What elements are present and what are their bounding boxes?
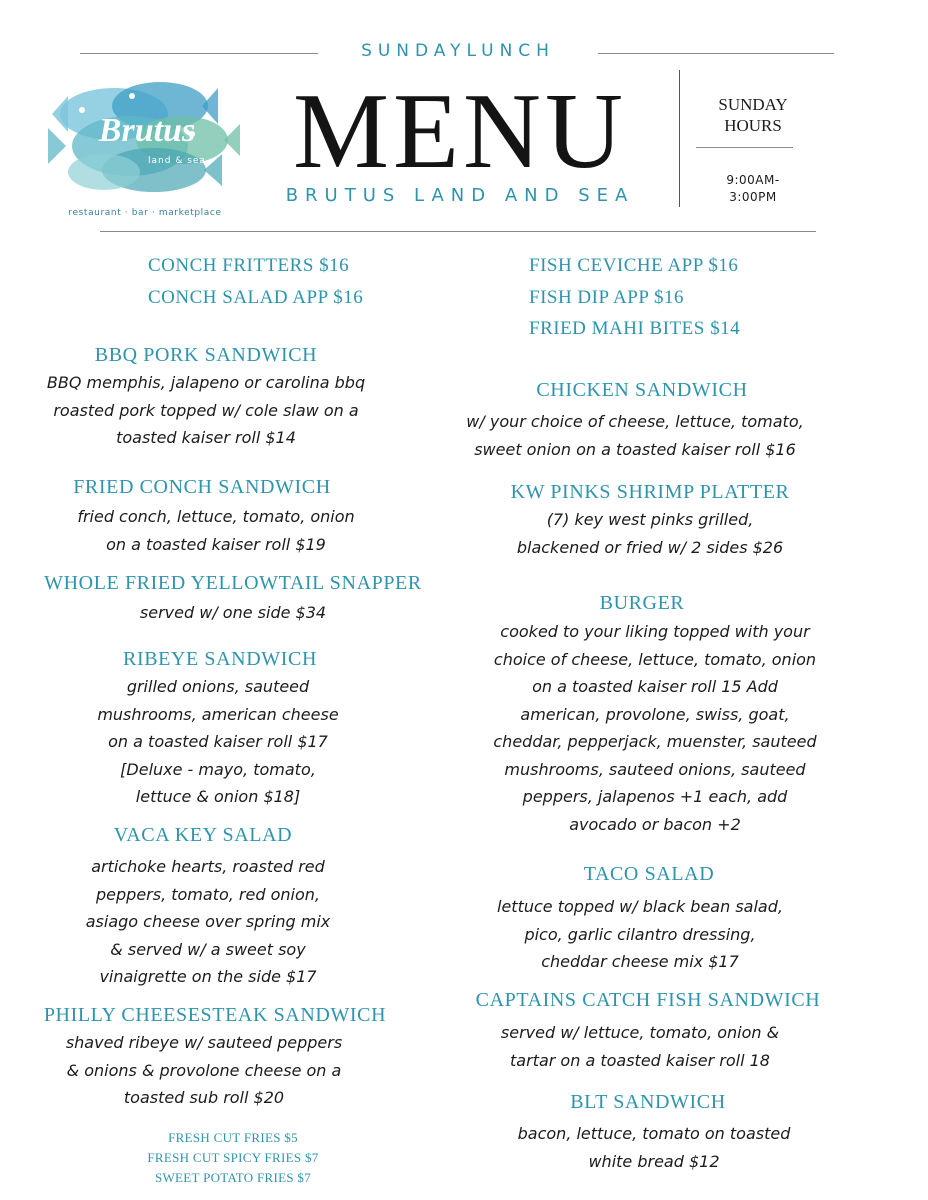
item-title-chicken: CHICKEN SANDWICH: [536, 379, 748, 401]
item-desc-burger: cooked to your liking topped with your choice of cheese, lettuce, tomato, onion on a toasted kaiser roll 15 Add american, provolone, swiss, goat, cheddar, pepperjack, muenster, sauteed mushrooms, sauteed onions, sauteed peppers, jalapenos +1 each, add avocado or bacon +2: [493, 622, 817, 834]
item-desc-yellowtail: served w/ one side $34: [139, 603, 327, 622]
side-item: SWEET POTATO FRIES $7: [154, 1170, 312, 1185]
item-desc-fried-conch: fried conch, lettuce, tomato, onion on a toasted kaiser roll $19: [77, 507, 355, 554]
item-title-burger: BURGER: [599, 592, 685, 614]
header-rule-left: [80, 53, 318, 54]
item-desc-bbq-pork: BBQ memphis, jalapeno or carolina bbq roasted pork topped w/ cole slaw on a toasted kaiser roll $14: [46, 373, 366, 447]
menu-subtitle: SUNDAYLUNCH: [361, 41, 555, 61]
header-rule-bottom: [100, 231, 816, 232]
item-title-bbq-pork: BBQ PORK SANDWICH: [94, 344, 318, 366]
item-desc-captains-catch: served w/ lettuce, tomato, onion & tartar on a toasted kaiser roll 18: [500, 1023, 780, 1070]
item-title-ribeye: RIBEYE SANDWICH: [123, 648, 317, 670]
logo-caption: restaurant · bar · marketplace: [68, 208, 222, 218]
logo-name: Brutus: [98, 112, 196, 149]
item-title-fried-conch: FRIED CONCH SANDWICH: [73, 476, 331, 498]
logo-tagline: land & sea: [148, 156, 206, 166]
item-desc-kw-pinks: (7) key west pinks grilled, blackened or fried w/ 2 sides $26: [516, 510, 784, 557]
sides-list: [100, 1128, 366, 1188]
item-desc-taco-salad: lettuce topped w/ black bean salad, pico, garlic cilantro dressing, cheddar cheese mix $17: [497, 897, 783, 971]
item-title-yellowtail: WHOLE FRIED YELLOWTAIL SNAPPER: [44, 572, 422, 594]
right-app-1: FISH CEVICHE APP $16: [529, 255, 739, 276]
item-title-kw-pinks: KW PINKS SHRIMP PLATTER: [510, 481, 790, 503]
side-item: FRESH CUT FRIES $5: [168, 1130, 298, 1145]
right-app-3: FRIED MAHI BITES $14: [529, 318, 741, 339]
item-title-captains-catch: CAPTAINS CATCH FISH SANDWICH: [475, 989, 821, 1011]
left-app-2: CONCH SALAD APP $16: [148, 287, 364, 308]
hours-label-text: SUNDAY HOURS: [718, 95, 788, 135]
item-title-vaca-key: VACA KEY SALAD: [113, 824, 293, 846]
left-app-1: CONCH FRITTERS $16: [148, 255, 350, 276]
item-desc-ribeye: grilled onions, sauteed mushrooms, american cheese on a toasted kaiser roll $17 [Deluxe - mayo, tomato, lettuce & onion $18]: [97, 677, 339, 806]
hours-line-2: 3:00PM: [729, 190, 777, 204]
item-title-philly: PHILLY CHEESESTEAK SANDWICH: [43, 1004, 387, 1026]
header-rule-right: [598, 53, 834, 54]
side-item: FRESH CUT SPICY FRIES $7: [147, 1150, 319, 1165]
item-desc-chicken: w/ your choice of cheese, lettuce, tomato, sweet onion on a toasted kaiser roll $16: [466, 412, 804, 459]
right-app-2: FISH DIP APP $16: [529, 287, 684, 308]
item-title-blt: BLT SANDWICH: [570, 1091, 726, 1113]
hours-line-1: 9:00AM-: [726, 173, 780, 187]
item-desc-philly: shaved ribeye w/ sauteed peppers & onions & provolone cheese on a toasted sub roll $20: [65, 1033, 343, 1107]
hours-rule: [696, 147, 793, 148]
header-divider-vertical: [679, 70, 680, 207]
item-desc-vaca-key: artichoke hearts, roasted red peppers, tomato, red onion, asiago cheese over spring mix & served w/ a sweet soy vinaigrette on the side $17: [85, 857, 331, 986]
page-title: MENU: [293, 72, 627, 191]
brutus-logo: [42, 74, 248, 224]
hours-label: [700, 94, 806, 136]
item-desc-blt: bacon, lettuce, tomato on toasted white bread $12: [517, 1124, 791, 1171]
restaurant-name: BRUTUS LAND AND SEA: [285, 185, 635, 206]
item-title-taco-salad: TACO SALAD: [583, 863, 715, 885]
